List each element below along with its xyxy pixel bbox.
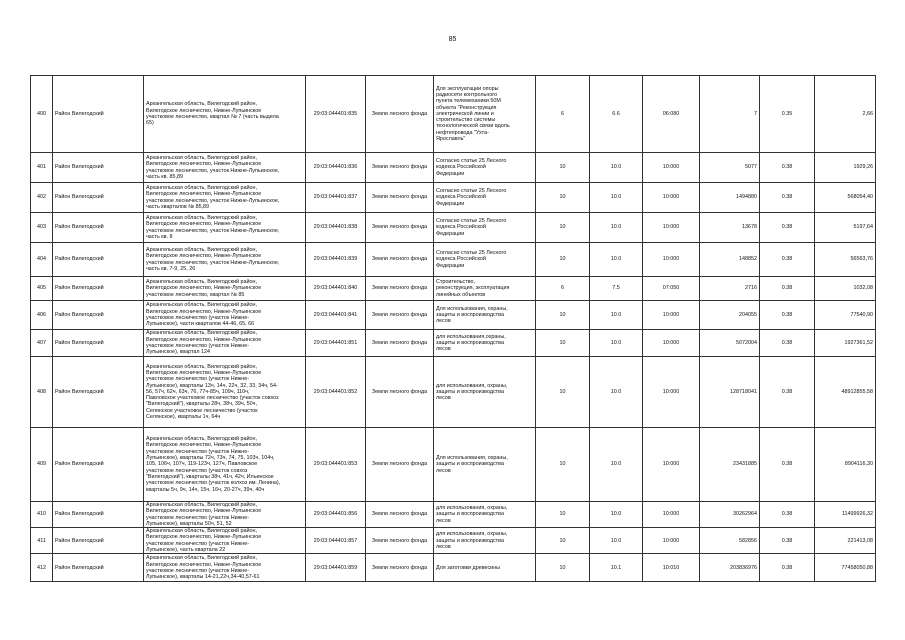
row-number: 400 <box>31 76 53 153</box>
value-cell-9: 10:000 <box>643 213 700 243</box>
cadastral-number-cell: 29:03:044401:851 <box>306 330 366 357</box>
value-cell-8: 10.0 <box>590 528 643 554</box>
permitted-use-cell: Строительство, реконструкция, эксплуатация линейных объектов <box>434 277 536 301</box>
amount-cell: 77458050,88 <box>815 554 876 582</box>
area-cell: 1494880 <box>700 183 760 213</box>
rate-cell: 0.38 <box>760 554 815 582</box>
rate-cell: 0.38 <box>760 357 815 428</box>
value-cell-8: 10.0 <box>590 153 643 183</box>
land-category-cell: Земли лесного фонда <box>366 554 434 582</box>
land-category-cell: Земли лесного фонда <box>366 183 434 213</box>
value-cell-7: 10 <box>536 357 590 428</box>
value-cell-8: 10.0 <box>590 357 643 428</box>
area-cell: 30262964 <box>700 502 760 528</box>
location-cell: Архангельская область, Вилегодский район, Вилегодское лесничество, Нижне-Лупьинское участковое лесничество, участок Нижне-Лупьинское, часть кв. 7-9, 25, 26 <box>144 243 306 277</box>
land-category-cell: Земли лесного фонда <box>366 153 434 183</box>
cadastral-number-cell: 29:03:044401:859 <box>306 554 366 582</box>
land-category-cell: Земли лесного фонда <box>366 428 434 502</box>
rate-cell: 0.38 <box>760 528 815 554</box>
amount-cell: 8904116,30 <box>815 428 876 502</box>
permitted-use-cell: для использования, охраны, защиты и воспроизводства лесов <box>434 357 536 428</box>
amount-cell: 1929,26 <box>815 153 876 183</box>
value-cell-8: 10.1 <box>590 554 643 582</box>
rate-cell: 0.38 <box>760 330 815 357</box>
value-cell-7: 6 <box>536 277 590 301</box>
value-cell-9: 10:000 <box>643 330 700 357</box>
value-cell-9: 10:000 <box>643 301 700 330</box>
table-row <box>31 528 876 554</box>
cadastral-number-cell: 29:03:044401:853 <box>306 428 366 502</box>
area-cell: 13678 <box>700 213 760 243</box>
district-cell: Район Вилегодский <box>53 301 144 330</box>
row-number: 406 <box>31 301 53 330</box>
table-row <box>31 277 876 301</box>
district-cell: Район Вилегодский <box>53 213 144 243</box>
land-category-cell: Земли лесного фонда <box>366 213 434 243</box>
rate-cell: 0.38 <box>760 277 815 301</box>
location-cell: Архангельская область, Вилегодский район, Вилегодское лесничество, Нижне-Лупьинское участковое лесничество (участок Нижне- Лупьинское), кварталы 50ч, 51, 52 <box>144 502 306 528</box>
permitted-use-cell: для использования, охраны, защиты и воспроизводства лесов <box>434 502 536 528</box>
value-cell-7: 10 <box>536 301 590 330</box>
permitted-use-cell: Согласно статье 25 Лесного кодекса Российской Федерации <box>434 153 536 183</box>
permitted-use-cell: Согласно статье 25 Лесного кодекса Российской Федерации <box>434 243 536 277</box>
location-cell: Архангельская область, Вилегодский район, Вилегодское лесничество, Нижне-Лупьинское участковое лесничество, квартал № 7 (часть выдела 65) <box>144 76 306 153</box>
location-cell: Архангельская область, Вилегодский район, Вилегодское лесничество, Нижне-Лупьинское участковое лесничество (участок Нижне- Лупьинское), кварталы 14-21,22ч,34-40,57-61 <box>144 554 306 582</box>
row-number: 403 <box>31 213 53 243</box>
value-cell-8: 10.0 <box>590 428 643 502</box>
rate-cell: 0.38 <box>760 213 815 243</box>
location-cell: Архангельская область, Вилегодский район, Вилегодское лесничество, Нижне-Лупьинское участковое лесничество, квартал № 85 <box>144 277 306 301</box>
district-cell: Район Вилегодский <box>53 277 144 301</box>
cadastral-number-cell: 29:03:044401:838 <box>306 213 366 243</box>
land-registry-table <box>30 75 876 582</box>
row-number: 401 <box>31 153 53 183</box>
value-cell-7: 10 <box>536 330 590 357</box>
value-cell-8: 10.0 <box>590 502 643 528</box>
cadastral-number-cell: 29:03:044401:840 <box>306 277 366 301</box>
district-cell: Район Вилегодский <box>53 502 144 528</box>
value-cell-9: 10:000 <box>643 183 700 213</box>
table-row <box>31 153 876 183</box>
value-cell-9: 10:000 <box>643 243 700 277</box>
permitted-use-cell: Для использования, охраны, защиты и воспроизводства лесов <box>434 301 536 330</box>
location-cell: Архангельская область, Вилегодский район, Вилегодское лесничество, Нижне-Лупьинское участковое лесничество (участок Нижне- Лупьинское), кварталы 13ч, 14ч, 22ч, 32, 33, 34ч, 54- 56, 57ч, 62ч, 63ч, 76, 77ч-85ч, 109ч, 110ч, Павловское участковое лесничество (участок совхоз "Вилегодский"), кварталы 28ч, 38ч, 39ч, 50ч, Селянское участковое лесничество (участок Селянское), кварталы 1ч, 64ч <box>144 357 306 428</box>
value-cell-8: 10.0 <box>590 301 643 330</box>
location-cell: Архангельская область, Вилегодский район, Вилегодское лесничество, Нижне-Лупьинское участковое лесничество (участок Нижне- Лупьинское), части кварталов 44-46, 65, 66 <box>144 301 306 330</box>
value-cell-9: 10:000 <box>643 428 700 502</box>
amount-cell: 2,66 <box>815 76 876 153</box>
amount-cell: 77540,90 <box>815 301 876 330</box>
table-row <box>31 213 876 243</box>
value-cell-9: 06:080 <box>643 76 700 153</box>
value-cell-7: 10 <box>536 528 590 554</box>
land-category-cell: Земли лесного фонда <box>366 243 434 277</box>
area-cell: 23431885 <box>700 428 760 502</box>
cadastral-number-cell: 29:03:044401:837 <box>306 183 366 213</box>
table-row <box>31 301 876 330</box>
amount-cell: 568054,40 <box>815 183 876 213</box>
area-cell: 5072004 <box>700 330 760 357</box>
cadastral-number-cell: 29:03:044401:839 <box>306 243 366 277</box>
district-cell: Район Вилегодский <box>53 528 144 554</box>
land-category-cell: Земли лесного фонда <box>366 528 434 554</box>
cadastral-number-cell: 29:03:044401:852 <box>306 357 366 428</box>
table-row <box>31 428 876 502</box>
value-cell-7: 10 <box>536 502 590 528</box>
row-number: 412 <box>31 554 53 582</box>
table-body <box>31 76 876 582</box>
amount-cell: 5197,64 <box>815 213 876 243</box>
rate-cell: 0.38 <box>760 243 815 277</box>
district-cell: Район Вилегодский <box>53 243 144 277</box>
table-row <box>31 502 876 528</box>
value-cell-7: 10 <box>536 183 590 213</box>
amount-cell: 1927361,52 <box>815 330 876 357</box>
location-cell: Архангельская область, Вилегодский район, Вилегодское лесничество, Нижне-Лупьинское участковое лесничество (участок Нижне- Лупьинское), кварталы 72ч, 73ч, 74, 75, 103ч, 104ч, 105, 106ч, 107ч, 119-123ч, 127ч, Павловское участковое лесничество (участок совхоз "Вилегодский"), кварталы 38ч, 41ч, 42ч, Ильинское участковое лесничество (участок колхоз им. Ленина), кварталы 5ч, 9ч, 14ч, 15ч, 16ч, 20-27ч, 39ч, 40ч <box>144 428 306 502</box>
value-cell-8: 7.5 <box>590 277 643 301</box>
row-number: 402 <box>31 183 53 213</box>
row-number: 405 <box>31 277 53 301</box>
row-number: 404 <box>31 243 53 277</box>
value-cell-9: 07:050 <box>643 277 700 301</box>
rate-cell: 0.38 <box>760 153 815 183</box>
land-category-cell: Земли лесного фонда <box>366 330 434 357</box>
area-cell: 2716 <box>700 277 760 301</box>
table-row <box>31 183 876 213</box>
value-cell-7: 10 <box>536 554 590 582</box>
district-cell: Район Вилегодский <box>53 76 144 153</box>
permitted-use-cell: Согласно статье 25 Лесного кодекса Российской Федерации <box>434 213 536 243</box>
row-number: 410 <box>31 502 53 528</box>
area-cell: 5077 <box>700 153 760 183</box>
table-row <box>31 243 876 277</box>
value-cell-7: 10 <box>536 428 590 502</box>
area-cell: 148852 <box>700 243 760 277</box>
location-cell: Архангельская область, Вилегодский район, Вилегодское лесничество, Нижне-Лупьинское участковое лесничество, участок Нижне-Лупьинское, часть кв. 85,89 <box>144 153 306 183</box>
cadastral-number-cell: 29:03:044401:856 <box>306 502 366 528</box>
rate-cell: 0.35 <box>760 76 815 153</box>
district-cell: Район Вилегодский <box>53 357 144 428</box>
rate-cell: 0.38 <box>760 183 815 213</box>
value-cell-7: 10 <box>536 243 590 277</box>
land-category-cell: Земли лесного фонда <box>366 76 434 153</box>
land-category-cell: Земли лесного фонда <box>366 301 434 330</box>
rate-cell: 0.38 <box>760 502 815 528</box>
permitted-use-cell: Согласно статье 25 Лесного кодекса Российской Федерации <box>434 183 536 213</box>
location-cell: Архангельская область, Вилегодский район, Вилегодское лесничество, Нижне-Лупьинское участковое лесничество, участок Нижне-Лупьинское, часть кварталов № 85,89 <box>144 183 306 213</box>
value-cell-7: 6 <box>536 76 590 153</box>
permitted-use-cell: Для использования, охраны, защиты и воспроизводства лесов <box>434 428 536 502</box>
value-cell-8: 6.6 <box>590 76 643 153</box>
permitted-use-cell: для использования, охраны, защиты и воспроизводства лесов <box>434 528 536 554</box>
value-cell-9: 10:000 <box>643 153 700 183</box>
amount-cell: 56563,76 <box>815 243 876 277</box>
row-number: 407 <box>31 330 53 357</box>
district-cell: Район Вилегодский <box>53 153 144 183</box>
row-number: 409 <box>31 428 53 502</box>
table-row <box>31 330 876 357</box>
land-category-cell: Земли лесного фонда <box>366 502 434 528</box>
permitted-use-cell: Для заготовки древесины <box>434 554 536 582</box>
district-cell: Район Вилегодский <box>53 428 144 502</box>
permitted-use-cell: для использования,охраны, защиты и воспроизводства лесов <box>434 330 536 357</box>
area-cell: 203836976 <box>700 554 760 582</box>
table-row <box>31 554 876 582</box>
value-cell-9: 10:000 <box>643 528 700 554</box>
location-cell: Архангельская область, Вилегодский район, Вилегодское лесничество, Нижне-Лупьинское участковое лесничество (участок Нижне- Лупьинское), часть квартала 22 <box>144 528 306 554</box>
rate-cell: 0.38 <box>760 301 815 330</box>
value-cell-8: 10.0 <box>590 213 643 243</box>
rate-cell: 0.38 <box>760 428 815 502</box>
amount-cell: 11499926,32 <box>815 502 876 528</box>
location-cell: Архангельская область, Вилегодский район, Вилегодское лесничество, Нижне-Лупьинское участковое лесничество (участок Нижне- Лупьинское), квартал 124 <box>144 330 306 357</box>
amount-cell: 1032,08 <box>815 277 876 301</box>
cadastral-number-cell: 29:03:044401:841 <box>306 301 366 330</box>
area-cell: 128718041 <box>700 357 760 428</box>
district-cell: Район Вилегодский <box>53 330 144 357</box>
row-number: 408 <box>31 357 53 428</box>
value-cell-8: 10.0 <box>590 183 643 213</box>
value-cell-7: 10 <box>536 153 590 183</box>
page-number: 85 <box>448 36 457 43</box>
table-row <box>31 76 876 153</box>
area-cell: 7 <box>700 76 760 153</box>
value-cell-9: 10:010 <box>643 554 700 582</box>
value-cell-9: 10:000 <box>643 502 700 528</box>
value-cell-8: 10.0 <box>590 243 643 277</box>
area-cell: 582856 <box>700 528 760 554</box>
district-cell: Район Вилегодский <box>53 554 144 582</box>
land-category-cell: Земли лесного фонда <box>366 277 434 301</box>
cadastral-number-cell: 29:03:044401:835 <box>306 76 366 153</box>
cadastral-number-cell: 29:03:044401:857 <box>306 528 366 554</box>
cadastral-number-cell: 29:03:044401:836 <box>306 153 366 183</box>
value-cell-8: 10.0 <box>590 330 643 357</box>
land-category-cell: Земли лесного фонда <box>366 357 434 428</box>
amount-cell: 221413,08 <box>815 528 876 554</box>
permitted-use-cell: Для эксплуатации опоры радиосети контрольного пункта телемеханики 50М объекта "Реконструкция электрической линии и строительство системы технологической связи вдоль нефтепровода "Ухта- Ярославль" <box>434 76 536 153</box>
table-row <box>31 357 876 428</box>
location-cell: Архангельская область, Вилегодский район, Вилегодское лесничество, Нижне-Лупьинское участковое лесничество, участок Нижне-Лупьинское, часть кв. 8 <box>144 213 306 243</box>
value-cell-7: 10 <box>536 213 590 243</box>
value-cell-9: 10:000 <box>643 357 700 428</box>
row-number: 411 <box>31 528 53 554</box>
area-cell: 204055 <box>700 301 760 330</box>
district-cell: Район Вилегодский <box>53 183 144 213</box>
amount-cell: 48912855,58 <box>815 357 876 428</box>
